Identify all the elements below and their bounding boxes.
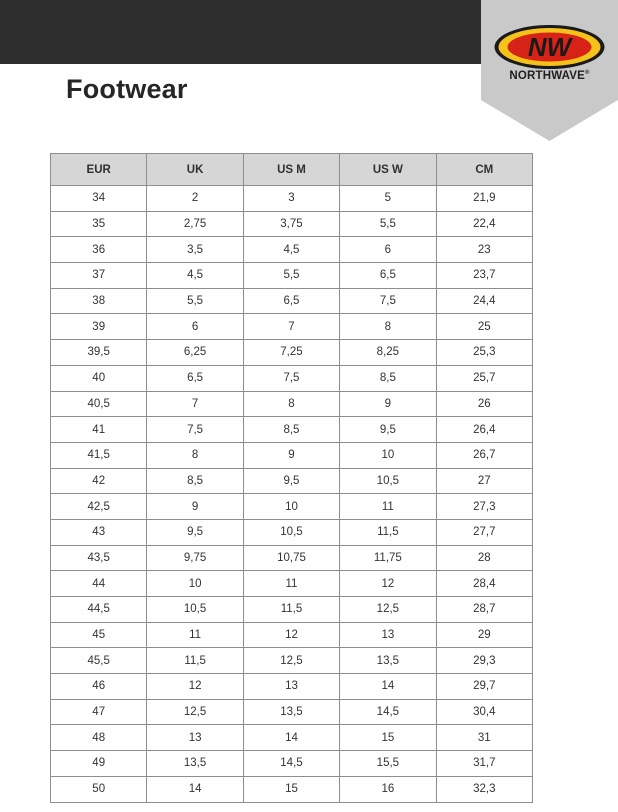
table-cell-cm: 30,4 — [436, 699, 532, 725]
table-row — [51, 571, 533, 597]
table-cell-us-m: 8 — [243, 391, 339, 417]
table-row — [51, 288, 533, 314]
table-row — [51, 545, 533, 571]
table-cell-eur: 47 — [51, 699, 147, 725]
table-cell-us-w: 5 — [340, 186, 436, 212]
table-cell-us-w: 10,5 — [340, 468, 436, 494]
table-cell-us-w: 12,5 — [340, 597, 436, 623]
table-cell-eur: 45 — [51, 622, 147, 648]
table-cell-uk: 13,5 — [147, 751, 243, 777]
table-cell-cm: 32,3 — [436, 776, 532, 802]
table-cell-us-w: 15,5 — [340, 751, 436, 777]
table-row — [51, 751, 533, 777]
table-cell-eur: 39,5 — [51, 340, 147, 366]
table-cell-cm: 31,7 — [436, 751, 532, 777]
column-header-eur: EUR — [51, 154, 147, 186]
table-cell-cm: 23 — [436, 237, 532, 263]
table-cell-uk: 12,5 — [147, 699, 243, 725]
table-cell-us-m: 4,5 — [243, 237, 339, 263]
table-cell-us-w: 14 — [340, 674, 436, 700]
table-cell-us-w: 12 — [340, 571, 436, 597]
table-cell-us-m: 14,5 — [243, 751, 339, 777]
table-cell-us-m: 13 — [243, 674, 339, 700]
table-cell-cm: 28 — [436, 545, 532, 571]
table-cell-us-w: 7,5 — [340, 288, 436, 314]
table-cell-uk: 9,5 — [147, 519, 243, 545]
table-row — [51, 674, 533, 700]
table-cell-cm: 27,3 — [436, 494, 532, 520]
table-cell-eur: 38 — [51, 288, 147, 314]
table-cell-us-w: 5,5 — [340, 211, 436, 237]
table-cell-cm: 31 — [436, 725, 532, 751]
table-cell-uk: 9 — [147, 494, 243, 520]
table-row — [51, 519, 533, 545]
table-cell-eur: 40 — [51, 365, 147, 391]
table-cell-us-m: 10,5 — [243, 519, 339, 545]
table-row — [51, 417, 533, 443]
table-cell-eur: 40,5 — [51, 391, 147, 417]
column-header-us-m: US M — [243, 154, 339, 186]
table-cell-us-m: 12,5 — [243, 648, 339, 674]
table-cell-uk: 6 — [147, 314, 243, 340]
page-subtitle: Footwear — [66, 74, 188, 104]
table-row — [51, 186, 533, 212]
table-cell-us-w: 11,5 — [340, 519, 436, 545]
table-cell-cm: 23,7 — [436, 263, 532, 289]
table-cell-us-m: 9 — [243, 442, 339, 468]
logo-badge — [481, 0, 618, 141]
page-title: | Size Chart — [318, 81, 466, 111]
table-row — [51, 597, 533, 623]
table-cell-cm: 21,9 — [436, 186, 532, 212]
table-cell-us-m: 13,5 — [243, 699, 339, 725]
table-cell-eur: 46 — [51, 674, 147, 700]
table-cell-eur: 42 — [51, 468, 147, 494]
table-cell-us-w: 9,5 — [340, 417, 436, 443]
table-cell-cm: 27,7 — [436, 519, 532, 545]
table-row — [51, 314, 533, 340]
table-cell-uk: 8,5 — [147, 468, 243, 494]
table-cell-us-m: 10,75 — [243, 545, 339, 571]
column-header-uk: UK — [147, 154, 243, 186]
column-header-cm: CM — [436, 154, 532, 186]
table-cell-eur: 41,5 — [51, 442, 147, 468]
table-row — [51, 263, 533, 289]
table-cell-uk: 4,5 — [147, 263, 243, 289]
logo-brand-text: NORTHWAVE® — [509, 70, 590, 82]
table-cell-cm: 27 — [436, 468, 532, 494]
table-cell-us-m: 7,5 — [243, 365, 339, 391]
table-cell-us-m: 3 — [243, 186, 339, 212]
table-cell-us-m: 10 — [243, 494, 339, 520]
table-cell-us-m: 11 — [243, 571, 339, 597]
table-cell-us-m: 15 — [243, 776, 339, 802]
table-cell-us-w: 15 — [340, 725, 436, 751]
table-cell-cm: 29,3 — [436, 648, 532, 674]
table-row — [51, 442, 533, 468]
table-row — [51, 211, 533, 237]
table-cell-uk: 2 — [147, 186, 243, 212]
table-cell-us-m: 14 — [243, 725, 339, 751]
table-cell-uk: 14 — [147, 776, 243, 802]
table-row — [51, 494, 533, 520]
table-cell-us-m: 3,75 — [243, 211, 339, 237]
table-cell-eur: 43 — [51, 519, 147, 545]
table-cell-us-w: 9 — [340, 391, 436, 417]
table-cell-us-m: 11,5 — [243, 597, 339, 623]
table-cell-us-w: 6 — [340, 237, 436, 263]
table-cell-uk: 11,5 — [147, 648, 243, 674]
table-cell-us-w: 8,25 — [340, 340, 436, 366]
table-cell-us-m: 8,5 — [243, 417, 339, 443]
table-cell-cm: 26 — [436, 391, 532, 417]
table-cell-cm: 25,7 — [436, 365, 532, 391]
table-cell-cm: 28,7 — [436, 597, 532, 623]
table-cell-cm: 28,4 — [436, 571, 532, 597]
table-cell-cm: 29,7 — [436, 674, 532, 700]
table-cell-uk: 10 — [147, 571, 243, 597]
northwave-logo-icon — [495, 25, 605, 69]
table-cell-uk: 3,5 — [147, 237, 243, 263]
table-cell-eur: 34 — [51, 186, 147, 212]
table-cell-eur: 43,5 — [51, 545, 147, 571]
table-row — [51, 776, 533, 802]
table-cell-eur: 49 — [51, 751, 147, 777]
table-cell-us-w: 11,75 — [340, 545, 436, 571]
size-table — [50, 153, 533, 803]
table-cell-cm: 26,4 — [436, 417, 532, 443]
table-cell-eur: 35 — [51, 211, 147, 237]
table-cell-us-m: 9,5 — [243, 468, 339, 494]
table-cell-us-m: 5,5 — [243, 263, 339, 289]
table-cell-us-m: 12 — [243, 622, 339, 648]
table-cell-us-m: 6,5 — [243, 288, 339, 314]
table-cell-us-w: 8 — [340, 314, 436, 340]
column-header-us-w: US W — [340, 154, 436, 186]
table-cell-cm: 22,4 — [436, 211, 532, 237]
table-cell-eur: 36 — [51, 237, 147, 263]
table-row — [51, 340, 533, 366]
table-cell-uk: 11 — [147, 622, 243, 648]
table-cell-uk: 8 — [147, 442, 243, 468]
table-cell-cm: 24,4 — [436, 288, 532, 314]
table-cell-uk: 12 — [147, 674, 243, 700]
table-cell-us-w: 16 — [340, 776, 436, 802]
table-cell-us-w: 13 — [340, 622, 436, 648]
table-cell-us-w: 11 — [340, 494, 436, 520]
table-cell-eur: 42,5 — [51, 494, 147, 520]
table-cell-eur: 37 — [51, 263, 147, 289]
table-cell-cm: 25 — [436, 314, 532, 340]
table-cell-uk: 10,5 — [147, 597, 243, 623]
table-cell-uk: 5,5 — [147, 288, 243, 314]
table-cell-uk: 13 — [147, 725, 243, 751]
table-cell-us-w: 14,5 — [340, 699, 436, 725]
table-cell-cm: 26,7 — [436, 442, 532, 468]
table-cell-cm: 25,3 — [436, 340, 532, 366]
table-cell-uk: 7,5 — [147, 417, 243, 443]
table-cell-uk: 2,75 — [147, 211, 243, 237]
table-cell-us-w: 6,5 — [340, 263, 436, 289]
table-cell-uk: 6,5 — [147, 365, 243, 391]
logo-monogram: NW — [527, 32, 572, 62]
table-cell-uk: 9,75 — [147, 545, 243, 571]
table-row — [51, 365, 533, 391]
table-cell-us-w: 10 — [340, 442, 436, 468]
table-cell-eur: 39 — [51, 314, 147, 340]
table-row — [51, 391, 533, 417]
table-header-row — [51, 154, 533, 186]
table-cell-eur: 44 — [51, 571, 147, 597]
table-cell-us-m: 7 — [243, 314, 339, 340]
table-cell-us-m: 7,25 — [243, 340, 339, 366]
table-cell-eur: 45,5 — [51, 648, 147, 674]
table-row — [51, 648, 533, 674]
table-row — [51, 468, 533, 494]
table-row — [51, 237, 533, 263]
table-cell-cm: 29 — [436, 622, 532, 648]
table-cell-eur: 48 — [51, 725, 147, 751]
table-cell-eur: 50 — [51, 776, 147, 802]
table-cell-eur: 44,5 — [51, 597, 147, 623]
table-row — [51, 622, 533, 648]
table-row — [51, 725, 533, 751]
table-row — [51, 699, 533, 725]
table-cell-uk: 7 — [147, 391, 243, 417]
table-cell-uk: 6,25 — [147, 340, 243, 366]
table-cell-us-w: 8,5 — [340, 365, 436, 391]
table-cell-us-w: 13,5 — [340, 648, 436, 674]
table-cell-eur: 41 — [51, 417, 147, 443]
